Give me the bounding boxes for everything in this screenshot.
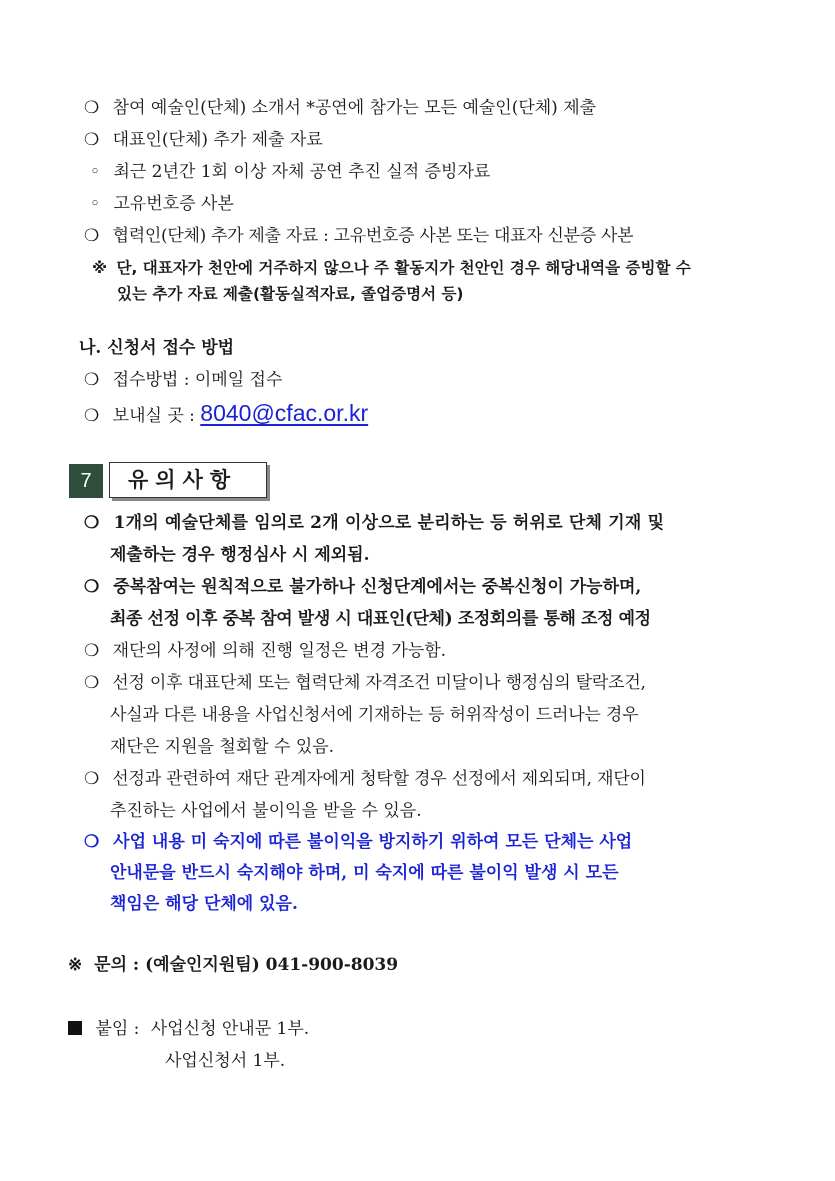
list-subitem: ◦ 최근 2년간 1회 이상 자체 공연 추진 실적 증빙자료 xyxy=(90,162,491,182)
notice-item: ❍ 선정 이후 대표단체 또는 협력단체 자격조건 미달이나 행정심의 탈락조건, xyxy=(84,673,646,693)
circle-bullet-icon: ❍ xyxy=(84,513,100,533)
section-title: 유의사항 xyxy=(109,462,267,498)
square-bullet-icon xyxy=(68,1021,82,1035)
notice-item: ❍ 재단의 사정에 의해 진행 일정은 변경 가능함. xyxy=(84,641,447,661)
notice-item-continued: 추진하는 사업에서 불이익을 받을 수 있음. xyxy=(110,801,422,821)
circle-bullet-icon: ❍ xyxy=(84,577,100,597)
dot-bullet-icon: ◦ xyxy=(90,194,101,214)
list-item: ❍ 접수방법 : 이메일 접수 xyxy=(84,370,283,390)
list-item: ❍ 협력인(단체) 추가 제출 자료 : 고유번호증 사본 또는 대표자 신분증 사본 xyxy=(84,226,634,246)
list-subitem: ◦ 고유번호증 사본 xyxy=(90,194,234,214)
notice-item: ❍ 선정과 관련하여 재단 관계자에게 청탁할 경우 선정에서 제외되며, 재단이 xyxy=(84,769,646,789)
circle-bullet-icon: ❍ xyxy=(84,98,100,118)
circle-bullet-icon: ❍ xyxy=(84,406,100,426)
circle-bullet-icon: ❍ xyxy=(84,226,100,246)
notice-item: ❍ 1개의 예술단체를 임의로 2개 이상으로 분리하는 등 허위로 단체 기재 및 xyxy=(84,513,665,533)
notice-item-continued: 사실과 다른 내용을 사업신청서에 기재하는 등 허위작성이 드러나는 경우 xyxy=(110,705,639,725)
inquiry-line: ※ 문의 : (예술인지원팀) 041-900-8039 xyxy=(68,955,399,975)
reference-mark-icon: ※ xyxy=(92,259,108,277)
section-heading: 나. 신청서 접수 방법 xyxy=(79,338,235,358)
list-item: ❍ 참여 예술인(단체) 소개서 *공연에 참가는 모든 예술인(단체) 제출 xyxy=(84,98,597,118)
circle-bullet-icon: ❍ xyxy=(84,130,100,150)
notice-item-continued: 안내문을 반드시 숙지해야 하며, 미 숙지에 따른 불이익 발생 시 모든 xyxy=(110,863,619,883)
section-number-badge: 7 xyxy=(69,464,103,498)
notice-item: ❍ 중복참여는 원칙적으로 불가하나 신청단계에서는 중복신청이 가능하며, xyxy=(84,577,642,597)
list-item: ❍ 대표인(단체) 추가 제출 자료 xyxy=(84,130,323,150)
circle-bullet-icon: ❍ xyxy=(84,673,100,693)
dot-bullet-icon: ◦ xyxy=(90,162,101,182)
list-item: ❍ 보내실 곳 : 8040@cfac.or.kr xyxy=(84,400,369,426)
reference-mark-icon: ※ xyxy=(68,955,83,975)
circle-bullet-icon: ❍ xyxy=(84,832,100,852)
notice-item-highlight: ❍ 사업 내용 미 숙지에 따른 불이익을 방지하기 위하여 모든 단체는 사업 xyxy=(84,832,633,852)
notice-item-continued: 재단은 지원을 철회할 수 있음. xyxy=(110,737,335,757)
notice-item-continued: 최종 선정 이후 중복 참여 발생 시 대표인(단체) 조정회의를 통해 조정 예정 xyxy=(110,609,651,629)
notice-item-continued: 책임은 해당 단체에 있음. xyxy=(110,894,298,914)
circle-bullet-icon: ❍ xyxy=(84,641,100,661)
attachment-line: 붙임 : 사업신청 안내문 1부. xyxy=(68,1018,309,1040)
email-link[interactable]: 8040@cfac.or.kr xyxy=(200,400,369,426)
attachment-line: 사업신청서 1부. xyxy=(165,1051,286,1071)
notice-item-continued: 제출하는 경우 행정심사 시 제외됨. xyxy=(110,545,370,565)
note-line: ※ 단, 대표자가 천안에 거주하지 않으나 주 활동지가 천안인 경우 해당내역을 증빙할 수 xyxy=(92,259,691,277)
note-line: 있는 추가 자료 제출(활동실적자료, 졸업증명서 등) xyxy=(117,285,464,303)
circle-bullet-icon: ❍ xyxy=(84,370,100,390)
circle-bullet-icon: ❍ xyxy=(84,769,100,789)
